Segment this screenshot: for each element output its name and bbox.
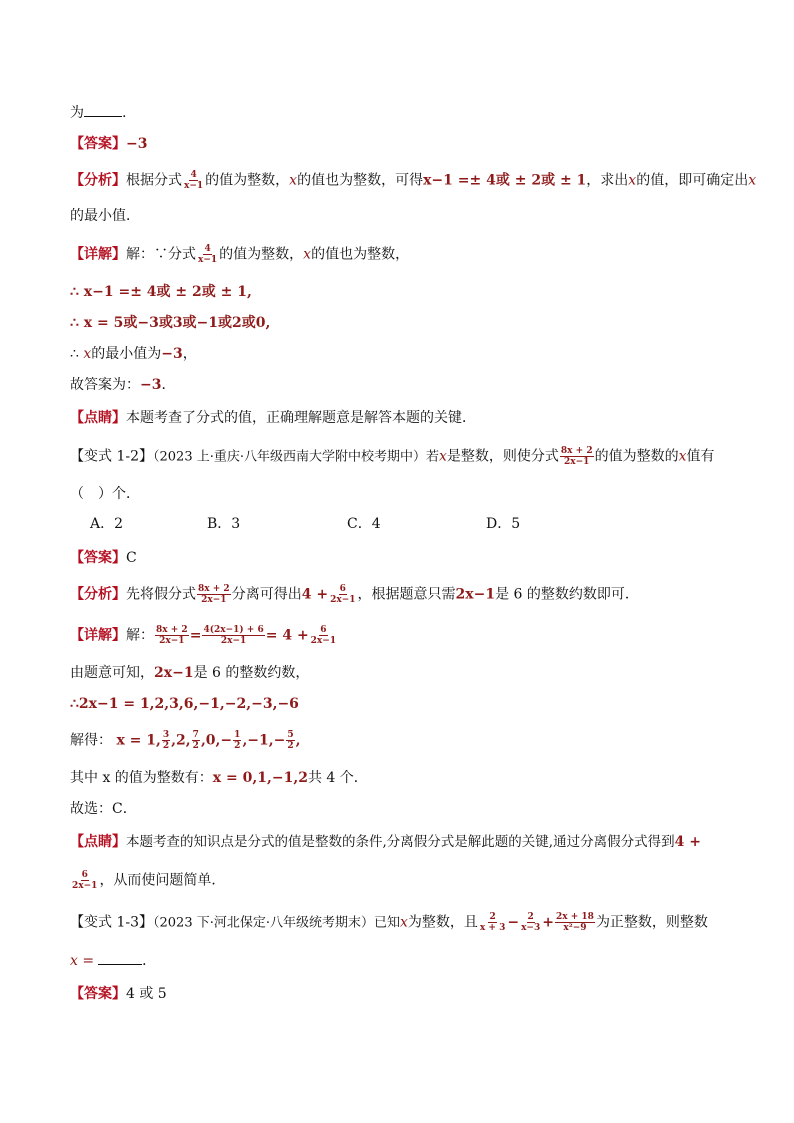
fraction: $\frac{8x + 2}{2x-1}$ xyxy=(156,625,188,646)
option-c: C．4 xyxy=(347,516,381,532)
fraction: $\frac{6}{2x-1}$ xyxy=(72,870,98,891)
fraction: $\frac{3}{2}$ xyxy=(162,730,170,751)
detail-1-step4: 故答案为：−3． xyxy=(70,377,176,393)
answer-blank xyxy=(98,950,142,965)
fraction: $\frac{4(2x-1) + 6}{2x-1}$ xyxy=(203,625,264,646)
detail-1-step1: ∴ x−1 =± 4或 ± 2或 ± 1, xyxy=(70,284,252,300)
prev-question-tail: 为 . xyxy=(70,102,126,123)
answer-1: 【答案】−3 xyxy=(70,136,148,152)
detail-1-step2: ∴ x = 5或−3或3或−1或2或0, xyxy=(70,315,271,331)
comment-2-line2: $\frac{6}{2x-1}$ ，从而使问题简单． xyxy=(72,870,226,891)
option-a: A．2 xyxy=(90,516,124,532)
fraction: $\frac{4}{x-1}$ xyxy=(198,244,218,265)
detail-1-step3: ∴ x的最小值为−3， xyxy=(70,346,197,362)
detail-2: 【详解】解： $\frac{8x + 2}{2x-1}$ = $\frac{4(2x-1) + 6}{2x-1}$ = 4 + $\frac{6}{2x-1}$ xyxy=(70,625,337,646)
variant-1-3: 【变式 1-3】（2023 下·河北保定·八年级统考期末）已知x为整数，且 $\frac{2}{x + 3}$ − $\frac{2}{x-3}$ + $\frac{2x + 18}{\text{x²−9}}$ 为正整数，则整数 xyxy=(70,912,708,933)
detail-2-line3: ∴2x−1 = 1,2,3,6,−1,−2,−3,−6 xyxy=(70,696,299,712)
fraction: $\frac{6}{2x-1}$ xyxy=(330,584,356,605)
option-b: B．3 xyxy=(207,516,241,532)
fraction: $\frac{8x + 2}{2x-1}$ xyxy=(198,584,230,605)
fraction: $\frac{6}{2x-1}$ xyxy=(310,625,337,646)
detail-2-line5: 其中 x 的值为整数有：x = 0,1,−1,2共 4 个． xyxy=(70,770,368,786)
fraction: $\frac{2x + 18}{\text{x²−9}}$ xyxy=(555,912,594,933)
analysis-1-line2: 的最小值． xyxy=(70,208,140,224)
fraction: $\frac{7}{2}$ xyxy=(192,730,199,751)
variant-1-3-line2: x = ． xyxy=(70,950,156,971)
detail-2-line6: 故选：C． xyxy=(70,801,137,817)
detail-2-line4: 解得： x = 1, $\frac{3}{2}$ ,2, $\frac{7}{2}$ ,0,− $\frac{1}{2}$ ,−1,− $\frac{5}{2}$ , xyxy=(70,730,301,751)
detail-2-line2: 由题意可知，2x−1是 6 的整数约数， xyxy=(70,665,310,681)
fraction: $\frac{5}{2}$ xyxy=(287,730,294,751)
fraction: $\frac{2}{x-3}$ xyxy=(521,912,541,933)
variant-1-2: 【变式 1-2】（2023 上·重庆·八年级西南大学附中校考期中）若x是整数，则使分式 $\frac{8x + 2}{2x-1}$ 的值为整数的x值有 xyxy=(70,446,715,467)
option-d: D．5 xyxy=(486,516,521,532)
comment-2: 【点睛】本题考查的知识点是分式的值是整数的条件,分离假分式是解此题的关键,通过分离假分式得到4 + xyxy=(70,834,701,850)
fraction: $\frac{1}{2}$ xyxy=(234,730,241,751)
comment-1: 【点睛】本题考查了分式的值，正确理解题意是解答本题的关键． xyxy=(70,410,476,426)
answer-2: 【答案】C xyxy=(70,550,137,566)
detail-1: 【详解】解：∵分式 $\frac{4}{x-1}$ 的值为整数，x的值也为整数， xyxy=(70,244,410,265)
fraction: $\frac{8x + 2}{2x-1}$ xyxy=(560,446,593,467)
variant-1-2-line2: （ ）个． xyxy=(70,486,140,502)
answer-3: 【答案】4 或 5 xyxy=(70,986,167,1002)
analysis-1: 【分析】根据分式 $\frac{4}{x-1}$ 的值为整数，x的值也为整数，可得x−1 =± 4或 ± 2或 ± 1，求出x的值，即可确定出x xyxy=(70,170,757,191)
analysis-2: 【分析】先将假分式 $\frac{8x + 2}{2x-1}$ 分离可得出4 + $\frac{6}{2x-1}$ ，根据题意只需2x−1是 6 的整数约数即可． xyxy=(70,584,639,605)
fraction: $\frac{4}{x-1}$ xyxy=(184,170,204,191)
answer-blank xyxy=(84,102,122,117)
fraction: $\frac{2}{x + 3}$ xyxy=(479,912,506,933)
